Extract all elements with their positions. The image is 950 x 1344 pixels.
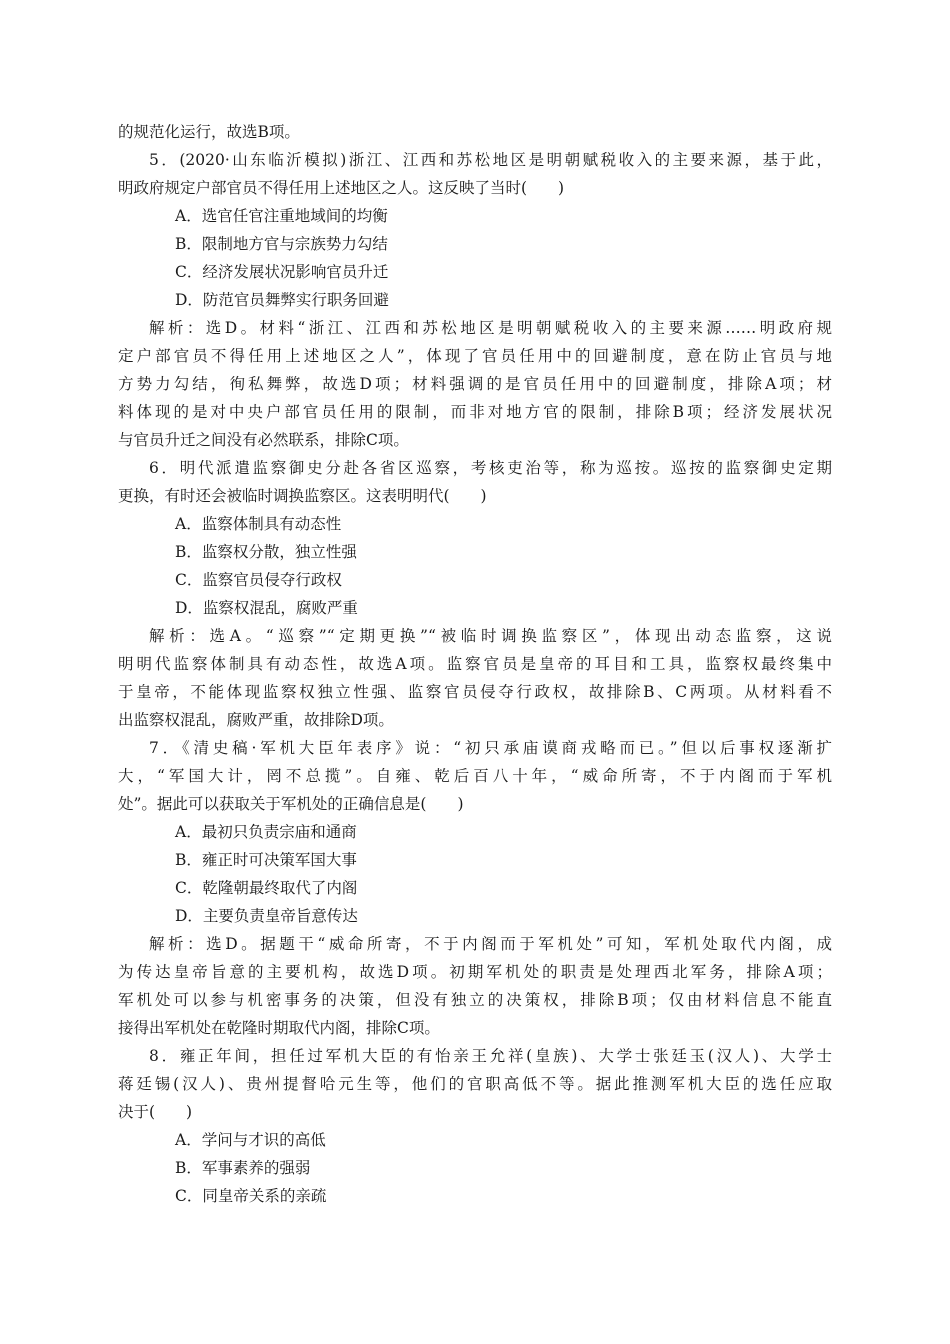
text-line: 蒋廷锡(汉人)、贵州提督哈元生等，他们的官职高低不等。据此推测军机大臣的选任应取 [118, 1075, 832, 1093]
text-line: 军机处可以参与机密事务的决策，但没有独立的决策权，排除B项；仅由材料信息不能直 [118, 991, 832, 1009]
answer-option: D．主要负责皇帝旨意传达 [175, 907, 358, 925]
text-line: 处”。据此可以获取关于军机处的正确信息是( ) [118, 795, 464, 813]
text-line: 5．(2020·山东临沂模拟)浙江、江西和苏松地区是明朝赋税收入的主要来源，基于此， [149, 151, 832, 169]
answer-option: D．监察权混乱，腐败严重 [175, 599, 358, 617]
answer-option: B．雍正时可决策军国大事 [175, 851, 357, 869]
document-page [118, 118, 832, 1210]
text-line: 为传达皇帝旨意的主要机构，故选D项。初期军机处的职责是处理西北军务，排除A项； [118, 963, 832, 981]
text-line: 7．《清史稿·军机大臣年表序》说：“初只承庙谟商戎略而已。”但以后事权逐渐扩 [149, 739, 832, 757]
text-line: 接得出军机处在乾隆时期取代内阁，排除C项。 [118, 1019, 440, 1037]
answer-option: D．防范官员舞弊实行职务回避 [175, 291, 389, 309]
answer-option: A．最初只负责宗庙和通商 [175, 823, 357, 841]
text-line: 6．明代派遣监察御史分赴各省区巡察，考核吏治等，称为巡按。巡按的监察御史定期 [149, 459, 832, 477]
answer-option: A．学问与才识的高低 [175, 1131, 326, 1149]
text-line: 决于( ) [118, 1103, 193, 1121]
text-line: 的规范化运行，故选B项。 [118, 123, 300, 141]
answer-option: A．监察体制具有动态性 [175, 515, 342, 533]
text-line: 与官员升迁之间没有必然联系，排除C项。 [118, 431, 409, 449]
text-line: 于皇帝，不能体现监察权独立性强、监察官员侵夺行政权，故排除B、C两项。从材料看不 [118, 683, 832, 701]
text-line: 大，“军国大计，罔不总揽”。自雍、乾后百八十年，“威命所寄，不于内阁而于军机 [118, 767, 832, 785]
answer-option: C．监察官员侵夺行政权 [175, 571, 342, 589]
text-line: 定户部官员不得任用上述地区之人”，体现了官员任用中的回避制度，意在防止官员与地 [118, 347, 832, 365]
text-line: 解析：选D。据题干“威命所寄，不于内阁而于军机处”可知，军机处取代内阁，成 [149, 935, 832, 953]
text-line: 料体现的是对中央户部官员任用的限制，而非对地方官的限制，排除B项；经济发展状况 [118, 403, 832, 421]
answer-option: B．监察权分散，独立性强 [175, 543, 357, 561]
answer-option: B．限制地方官与宗族势力勾结 [175, 235, 388, 253]
answer-option: C．乾隆朝最终取代了内阁 [175, 879, 358, 897]
text-line: 8．雍正年间，担任过军机大臣的有怡亲王允祥(皇族)、大学士张廷玉(汉人)、大学士 [149, 1047, 832, 1065]
text-line: 明明代监察体制具有动态性，故选A项。监察官员是皇帝的耳目和工具，监察权最终集中 [118, 655, 832, 673]
text-line: 解析：选A。“巡察”“定期更换”“被临时调换监察区”，体现出动态监察，这说 [149, 627, 832, 645]
answer-option: B．军事素养的强弱 [175, 1159, 311, 1177]
text-line: 出监察权混乱，腐败严重，故排除D项。 [118, 711, 394, 729]
answer-option: C．同皇帝关系的亲疏 [175, 1187, 327, 1205]
answer-option: C．经济发展状况影响官员升迁 [175, 263, 389, 281]
text-line: 明政府规定户部官员不得任用上述地区之人。这反映了当时( ) [118, 179, 565, 197]
text-line: 解析：选D。材料“浙江、江西和苏松地区是明朝赋税收入的主要来源……明政府规 [149, 319, 832, 337]
answer-option: A．选官任官注重地域间的均衡 [175, 207, 388, 225]
text-line: 方势力勾结，徇私舞弊，故选D项；材料强调的是官员任用中的回避制度，排除A项；材 [118, 375, 832, 393]
text-line: 更换，有时还会被临时调换监察区。这表明明代( ) [118, 487, 487, 505]
